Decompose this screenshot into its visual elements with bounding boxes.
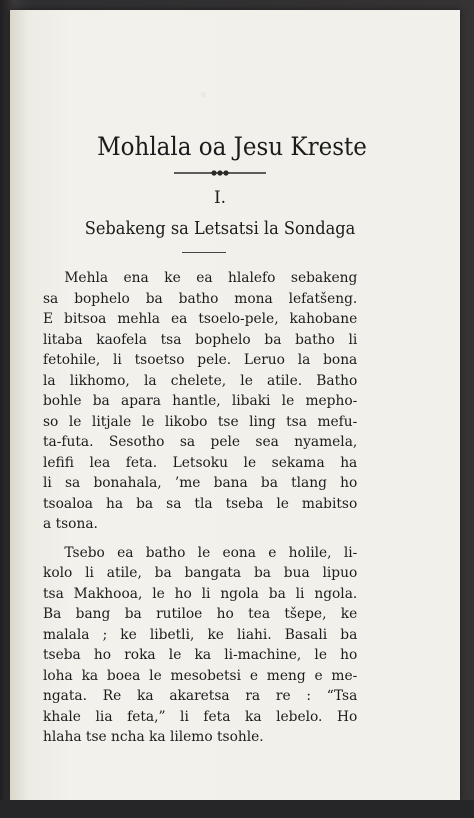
table-edge [0,800,474,818]
book-page [10,10,460,800]
section-title: Sebakeng sa Letsatsi la Sondaga [84,218,356,239]
ornament-divider [174,170,266,176]
chapter-number: I. [213,188,227,208]
chapter-title: Mohlala oa Jesu Kreste [97,132,367,161]
body-text [43,268,367,748]
text-line: ngata. Re ka akaretsa ra re : “Tsa [43,688,358,704]
text-line: tseba ho roka le ka li-machine, le ho [43,647,358,663]
text-line: Ba bang ba rutiloe ho tea tšepe, ke [43,606,358,622]
text-line: malala ; ke libetli, ke liahi. Basali ba [43,626,358,643]
paragraph-2 [43,543,367,748]
text-line: ta-futa. Sesotho sa pele sea nyamela, [43,434,358,450]
text-line: sa bophelo ba batho mona lefatšeng. [43,290,358,307]
text-line: li sa bonahala, ’me bana ba tlang ho [43,475,358,491]
text-line: lefifi lea feta. Letsoku le sekama ha [43,454,358,471]
text-line: litaba kaofela tsa bophelo ba batho li [43,331,358,348]
text-line: a tsona. [43,516,98,532]
paragraph-1 [43,268,367,535]
text-line: khale lia feta,” li feta ka lebelo. Ho [43,708,358,725]
text-line: bohle ba apara hantle, libaki le mepho- [43,393,358,409]
text-line: tsa Makhooa, le ho li ngola ba li ngola. [43,585,358,602]
text-line: la likhomo, la chelete, le atile. Batho [43,372,358,389]
show-through-mark: ◦ [200,88,208,102]
text-line: hlaha tse ncha ka lilemo tsohle. [43,729,264,745]
text-line: Tsebo ea batho le eona e holile, li- [64,544,358,561]
text-line: kolo li atile, ba bangata ba bua lipuo [43,565,358,581]
section-rule [182,252,226,253]
text-line: tsoaloa ha ba sa tla tseba le mabitso [43,495,358,512]
text-line: so le litjale le likobo tse ling tsa mefu- [43,413,358,430]
text-line: loha ka boea le mesobetsi e meng e me- [43,667,358,684]
text-line: fetohile, li tsoetso pele. Leruo la bona [43,352,358,368]
text-line: Mehla ena ke ea hlalefo sebakeng [64,270,358,286]
text-line: E bitsoa mehla ea tsoelo-pele, kahobane [43,311,358,327]
